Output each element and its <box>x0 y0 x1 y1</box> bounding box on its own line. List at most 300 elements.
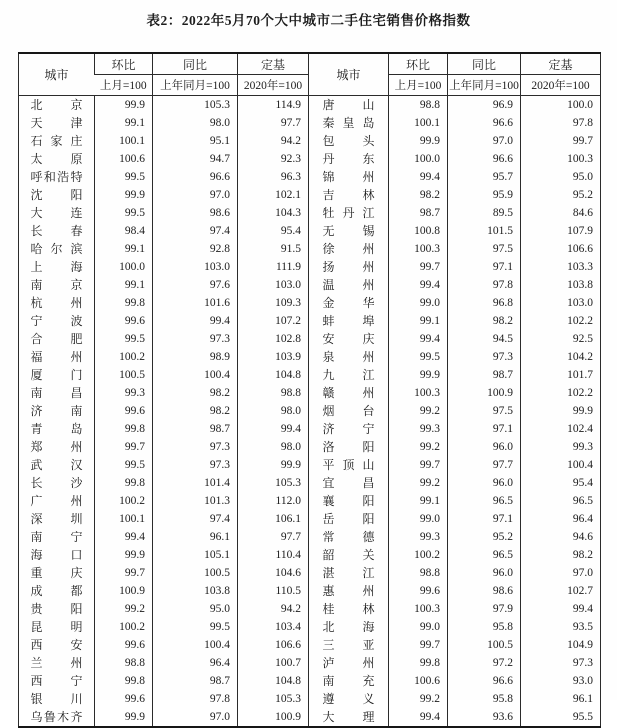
index-value-cell: 98.0 <box>153 114 238 132</box>
table-row <box>19 654 601 672</box>
header-fixed-left: 定基 <box>238 53 309 75</box>
header-city-left: 城市 <box>19 53 95 96</box>
city-cell <box>309 708 389 727</box>
index-value-cell: 104.6 <box>238 564 309 582</box>
city-name: 西安 <box>30 638 83 652</box>
index-value-cell: 103.9 <box>238 348 309 366</box>
index-value-cell: 101.6 <box>153 294 238 312</box>
index-value-cell: 98.2 <box>389 186 448 204</box>
index-value-cell: 98.8 <box>95 654 153 672</box>
index-value-cell: 105.1 <box>153 546 238 564</box>
index-value-cell: 97.4 <box>153 222 238 240</box>
index-value-cell: 100.2 <box>95 492 153 510</box>
header-yoy-right: 同比 <box>448 53 521 75</box>
city-cell <box>309 564 389 582</box>
index-value-cell: 95.0 <box>521 168 601 186</box>
table-row <box>19 276 601 294</box>
index-value-cell: 100.2 <box>95 348 153 366</box>
city-name: 杭州 <box>30 296 83 310</box>
index-value-cell: 95.9 <box>448 186 521 204</box>
index-value-cell: 105.3 <box>153 96 238 115</box>
index-value-cell: 92.5 <box>521 330 601 348</box>
city-cell <box>309 294 389 312</box>
header-fixed-base-right: 2020年=100 <box>521 75 601 96</box>
index-value-cell: 96.9 <box>448 96 521 115</box>
city-cell <box>309 636 389 654</box>
index-value-cell: 100.4 <box>521 456 601 474</box>
table-row <box>19 312 601 330</box>
city-name: 太原 <box>30 152 83 166</box>
index-value-cell: 98.2 <box>521 546 601 564</box>
index-value-cell: 99.3 <box>389 420 448 438</box>
city-cell <box>19 618 95 636</box>
index-value-cell: 94.2 <box>238 132 309 150</box>
table-body <box>19 96 601 728</box>
index-value-cell: 95.2 <box>521 186 601 204</box>
city-cell <box>309 384 389 402</box>
index-value-cell: 99.1 <box>95 240 153 258</box>
index-value-cell: 97.5 <box>448 240 521 258</box>
city-name: 南充 <box>322 674 375 688</box>
index-value-cell: 97.7 <box>448 456 521 474</box>
index-value-cell: 99.9 <box>521 402 601 420</box>
city-cell <box>19 330 95 348</box>
index-value-cell: 97.0 <box>448 132 521 150</box>
city-name: 无锡 <box>322 224 375 238</box>
table-row <box>19 204 601 222</box>
table-row <box>19 528 601 546</box>
city-name: 锦州 <box>322 170 375 184</box>
city-name: 襄阳 <box>322 494 375 508</box>
table-row <box>19 402 601 420</box>
index-value-cell: 96.4 <box>521 510 601 528</box>
index-value-cell: 99.4 <box>389 330 448 348</box>
header-mom-left: 环比 <box>95 53 153 75</box>
index-value-cell: 96.0 <box>448 474 521 492</box>
index-value-cell: 100.5 <box>448 636 521 654</box>
index-value-cell: 107.2 <box>238 312 309 330</box>
index-value-cell: 95.4 <box>238 222 309 240</box>
index-value-cell: 99.1 <box>389 312 448 330</box>
index-value-cell: 97.3 <box>153 438 238 456</box>
index-value-cell: 103.0 <box>153 258 238 276</box>
city-name: 南宁 <box>30 530 83 544</box>
index-value-cell: 95.8 <box>448 618 521 636</box>
index-value-cell: 98.6 <box>448 582 521 600</box>
index-value-cell: 95.2 <box>448 528 521 546</box>
index-value-cell: 95.5 <box>521 708 601 727</box>
city-name: 唐山 <box>322 98 375 112</box>
index-value-cell: 96.1 <box>153 528 238 546</box>
index-value-cell: 111.9 <box>238 258 309 276</box>
city-name: 哈尔滨 <box>30 242 83 256</box>
index-value-cell: 98.9 <box>153 348 238 366</box>
index-value-cell: 99.8 <box>95 420 153 438</box>
index-value-cell: 100.9 <box>238 708 309 727</box>
index-value-cell: 100.3 <box>521 150 601 168</box>
index-value-cell: 104.2 <box>521 348 601 366</box>
index-value-cell: 103.0 <box>521 294 601 312</box>
index-value-cell: 100.0 <box>95 258 153 276</box>
index-value-cell: 98.7 <box>389 204 448 222</box>
index-value-cell: 99.8 <box>95 294 153 312</box>
index-value-cell: 99.8 <box>95 672 153 690</box>
index-value-cell: 99.9 <box>389 132 448 150</box>
city-name: 洛阳 <box>322 440 375 454</box>
city-cell <box>19 168 95 186</box>
city-cell <box>19 348 95 366</box>
city-name: 遵义 <box>322 692 375 706</box>
index-value-cell: 96.0 <box>448 438 521 456</box>
index-value-cell: 101.7 <box>521 366 601 384</box>
index-value-cell: 98.4 <box>95 222 153 240</box>
index-value-cell: 99.9 <box>95 708 153 727</box>
city-cell <box>309 204 389 222</box>
city-name: 贵阳 <box>30 602 83 616</box>
index-value-cell: 105.3 <box>238 690 309 708</box>
index-value-cell: 97.0 <box>153 708 238 727</box>
table-row <box>19 258 601 276</box>
index-value-cell: 97.3 <box>521 654 601 672</box>
index-value-cell: 94.2 <box>238 600 309 618</box>
header-city-right: 城市 <box>309 53 389 96</box>
index-value-cell: 98.0 <box>238 438 309 456</box>
city-cell <box>309 690 389 708</box>
index-value-cell: 100.4 <box>153 636 238 654</box>
city-name: 泉州 <box>322 350 375 364</box>
index-value-cell: 96.3 <box>238 168 309 186</box>
city-name: 徐州 <box>322 242 375 256</box>
table-row <box>19 186 601 204</box>
index-value-cell: 98.6 <box>153 204 238 222</box>
table-row <box>19 672 601 690</box>
table-row <box>19 420 601 438</box>
city-name: 北京 <box>30 98 83 112</box>
city-cell <box>19 132 95 150</box>
index-value-cell: 103.4 <box>238 618 309 636</box>
index-value-cell: 99.0 <box>389 294 448 312</box>
city-name: 烟台 <box>322 404 375 418</box>
city-name: 合肥 <box>30 332 83 346</box>
city-cell <box>309 528 389 546</box>
table-row <box>19 168 601 186</box>
index-value-cell: 99.4 <box>521 600 601 618</box>
index-value-cell: 98.8 <box>238 384 309 402</box>
index-value-cell: 97.6 <box>153 276 238 294</box>
index-value-cell: 103.8 <box>153 582 238 600</box>
city-cell <box>19 240 95 258</box>
index-value-cell: 99.5 <box>153 618 238 636</box>
index-value-cell: 107.9 <box>521 222 601 240</box>
city-name: 宁波 <box>30 314 83 328</box>
table-row <box>19 690 601 708</box>
index-value-cell: 99.9 <box>95 186 153 204</box>
city-cell <box>309 366 389 384</box>
city-cell <box>309 330 389 348</box>
index-value-cell: 97.7 <box>238 114 309 132</box>
city-cell <box>19 186 95 204</box>
index-value-cell: 100.1 <box>95 132 153 150</box>
index-value-cell: 99.9 <box>95 546 153 564</box>
index-value-cell: 100.1 <box>389 114 448 132</box>
index-value-cell: 98.2 <box>448 312 521 330</box>
header-fixed-right: 定基 <box>521 53 601 75</box>
index-value-cell: 99.8 <box>389 654 448 672</box>
index-value-cell: 101.4 <box>153 474 238 492</box>
city-cell <box>309 402 389 420</box>
index-value-cell: 99.6 <box>95 402 153 420</box>
city-name: 扬州 <box>322 260 375 274</box>
city-cell <box>19 690 95 708</box>
city-name: 上海 <box>30 260 83 274</box>
index-value-cell: 99.5 <box>95 168 153 186</box>
index-value-cell: 99.4 <box>238 420 309 438</box>
index-value-cell: 100.9 <box>95 582 153 600</box>
city-cell <box>19 546 95 564</box>
index-value-cell: 114.9 <box>238 96 309 115</box>
city-name: 深圳 <box>30 512 83 526</box>
index-value-cell: 84.6 <box>521 204 601 222</box>
city-name: 赣州 <box>322 386 375 400</box>
table-row <box>19 564 601 582</box>
index-value-cell: 99.2 <box>389 438 448 456</box>
index-value-cell: 100.6 <box>95 150 153 168</box>
index-value-cell: 110.4 <box>238 546 309 564</box>
city-name: 韶关 <box>322 548 375 562</box>
index-value-cell: 93.6 <box>448 708 521 727</box>
table-row <box>19 636 601 654</box>
city-name: 安庆 <box>322 332 375 346</box>
index-value-cell: 99.5 <box>95 456 153 474</box>
city-cell <box>19 366 95 384</box>
index-value-cell: 89.5 <box>448 204 521 222</box>
index-value-cell: 99.6 <box>95 312 153 330</box>
city-name: 武汉 <box>30 458 83 472</box>
index-value-cell: 100.1 <box>95 510 153 528</box>
city-name: 银川 <box>30 692 83 706</box>
index-value-cell: 105.3 <box>238 474 309 492</box>
index-value-cell: 103.8 <box>521 276 601 294</box>
city-name: 海口 <box>30 548 83 562</box>
city-cell <box>19 276 95 294</box>
index-value-cell: 99.7 <box>389 258 448 276</box>
index-value-cell: 101.5 <box>448 222 521 240</box>
index-value-cell: 100.3 <box>389 240 448 258</box>
city-cell <box>309 618 389 636</box>
index-value-cell: 100.2 <box>389 546 448 564</box>
city-cell <box>309 474 389 492</box>
city-cell <box>309 348 389 366</box>
index-value-cell: 99.8 <box>95 474 153 492</box>
index-value-cell: 101.3 <box>153 492 238 510</box>
index-value-cell: 99.1 <box>95 276 153 294</box>
table-row <box>19 294 601 312</box>
index-value-cell: 96.6 <box>448 672 521 690</box>
city-cell <box>19 420 95 438</box>
city-cell <box>309 258 389 276</box>
city-cell <box>19 204 95 222</box>
index-value-cell: 99.6 <box>95 690 153 708</box>
index-value-cell: 97.3 <box>153 330 238 348</box>
city-name: 呼和浩特 <box>30 170 83 184</box>
city-cell <box>19 294 95 312</box>
city-cell <box>309 276 389 294</box>
city-cell <box>309 114 389 132</box>
city-name: 石家庄 <box>30 134 83 148</box>
header-row-main <box>19 53 601 75</box>
index-value-cell: 100.5 <box>153 564 238 582</box>
city-cell <box>19 456 95 474</box>
city-cell <box>19 402 95 420</box>
index-value-cell: 100.3 <box>389 384 448 402</box>
index-value-cell: 99.7 <box>95 438 153 456</box>
header-yoy-base-left: 上年同月=100 <box>153 75 238 96</box>
table-row <box>19 96 601 115</box>
index-value-cell: 98.7 <box>153 672 238 690</box>
city-cell <box>309 96 389 115</box>
index-value-cell: 99.4 <box>153 312 238 330</box>
index-value-cell: 97.0 <box>153 186 238 204</box>
index-value-cell: 99.1 <box>95 114 153 132</box>
index-value-cell: 102.8 <box>238 330 309 348</box>
index-value-cell: 100.0 <box>389 150 448 168</box>
city-name: 青岛 <box>30 422 83 436</box>
city-cell <box>309 438 389 456</box>
index-value-cell: 97.5 <box>448 402 521 420</box>
city-name: 大理 <box>322 710 375 724</box>
city-name: 惠州 <box>322 584 375 598</box>
header-fixed-base-left: 2020年=100 <box>238 75 309 96</box>
city-cell <box>19 600 95 618</box>
city-cell <box>309 672 389 690</box>
city-cell <box>19 438 95 456</box>
index-value-cell: 99.1 <box>389 492 448 510</box>
city-cell <box>19 96 95 115</box>
city-cell <box>19 672 95 690</box>
table-row <box>19 150 601 168</box>
index-value-cell: 99.4 <box>95 528 153 546</box>
city-cell <box>19 528 95 546</box>
table-row <box>19 438 601 456</box>
index-value-cell: 100.2 <box>95 618 153 636</box>
index-value-cell: 106.1 <box>238 510 309 528</box>
index-value-cell: 96.6 <box>153 168 238 186</box>
index-value-cell: 99.2 <box>389 690 448 708</box>
index-value-cell: 97.8 <box>448 276 521 294</box>
header-yoy-base-right: 上年同月=100 <box>448 75 521 96</box>
city-cell <box>19 654 95 672</box>
index-value-cell: 97.7 <box>238 528 309 546</box>
city-name: 济南 <box>30 404 83 418</box>
index-value-cell: 97.0 <box>521 564 601 582</box>
city-cell <box>19 222 95 240</box>
index-value-cell: 99.6 <box>389 582 448 600</box>
index-value-cell: 102.4 <box>521 420 601 438</box>
index-value-cell: 99.4 <box>389 168 448 186</box>
index-value-cell: 100.3 <box>389 600 448 618</box>
index-value-cell: 98.8 <box>389 564 448 582</box>
city-cell <box>309 222 389 240</box>
index-value-cell: 95.0 <box>153 600 238 618</box>
index-value-cell: 100.0 <box>521 96 601 115</box>
city-name: 广州 <box>30 494 83 508</box>
index-value-cell: 93.5 <box>521 618 601 636</box>
index-value-cell: 100.6 <box>389 672 448 690</box>
table-row <box>19 222 601 240</box>
index-value-cell: 94.6 <box>521 528 601 546</box>
index-value-cell: 98.2 <box>153 384 238 402</box>
table-row <box>19 492 601 510</box>
index-value-cell: 99.2 <box>95 600 153 618</box>
city-name: 丹东 <box>322 152 375 166</box>
index-value-cell: 99.3 <box>95 384 153 402</box>
city-name: 包头 <box>322 134 375 148</box>
table-row <box>19 132 601 150</box>
city-name: 重庆 <box>30 566 83 580</box>
index-value-cell: 97.4 <box>153 510 238 528</box>
city-name: 长沙 <box>30 476 83 490</box>
index-value-cell: 100.5 <box>95 366 153 384</box>
city-name: 湛江 <box>322 566 375 580</box>
city-cell <box>19 492 95 510</box>
table-row <box>19 510 601 528</box>
index-value-cell: 100.8 <box>389 222 448 240</box>
city-cell <box>19 510 95 528</box>
city-cell <box>309 546 389 564</box>
city-cell <box>19 474 95 492</box>
index-value-cell: 99.2 <box>389 402 448 420</box>
city-cell <box>309 492 389 510</box>
city-name: 泸州 <box>322 656 375 670</box>
city-name: 南京 <box>30 278 83 292</box>
index-value-cell: 98.7 <box>153 420 238 438</box>
city-name: 金华 <box>322 296 375 310</box>
index-value-cell: 96.5 <box>448 492 521 510</box>
index-value-cell: 99.5 <box>95 330 153 348</box>
table-row <box>19 240 601 258</box>
index-value-cell: 95.7 <box>448 168 521 186</box>
city-name: 昆明 <box>30 620 83 634</box>
index-value-cell: 100.4 <box>153 366 238 384</box>
table-row <box>19 384 601 402</box>
index-value-cell: 93.0 <box>521 672 601 690</box>
table-header <box>19 53 601 96</box>
index-value-cell: 97.1 <box>448 258 521 276</box>
table-row <box>19 600 601 618</box>
index-value-cell: 98.0 <box>238 402 309 420</box>
index-value-cell: 103.3 <box>521 258 601 276</box>
city-cell <box>19 708 95 727</box>
city-name: 沈阳 <box>30 188 83 202</box>
index-value-cell: 97.8 <box>153 690 238 708</box>
city-name: 桂林 <box>322 602 375 616</box>
index-value-cell: 91.5 <box>238 240 309 258</box>
table-row <box>19 618 601 636</box>
city-name: 西宁 <box>30 674 83 688</box>
index-value-cell: 95.4 <box>521 474 601 492</box>
index-value-cell: 100.7 <box>238 654 309 672</box>
index-value-cell: 112.0 <box>238 492 309 510</box>
city-cell <box>309 510 389 528</box>
city-cell <box>309 654 389 672</box>
table-title: 表2：2022年5月70个大中城市二手住宅销售价格指数 <box>146 13 471 28</box>
city-cell <box>19 636 95 654</box>
index-value-cell: 97.1 <box>448 420 521 438</box>
index-value-cell: 103.0 <box>238 276 309 294</box>
city-cell <box>309 240 389 258</box>
index-value-cell: 104.8 <box>238 672 309 690</box>
table-row <box>19 708 601 727</box>
